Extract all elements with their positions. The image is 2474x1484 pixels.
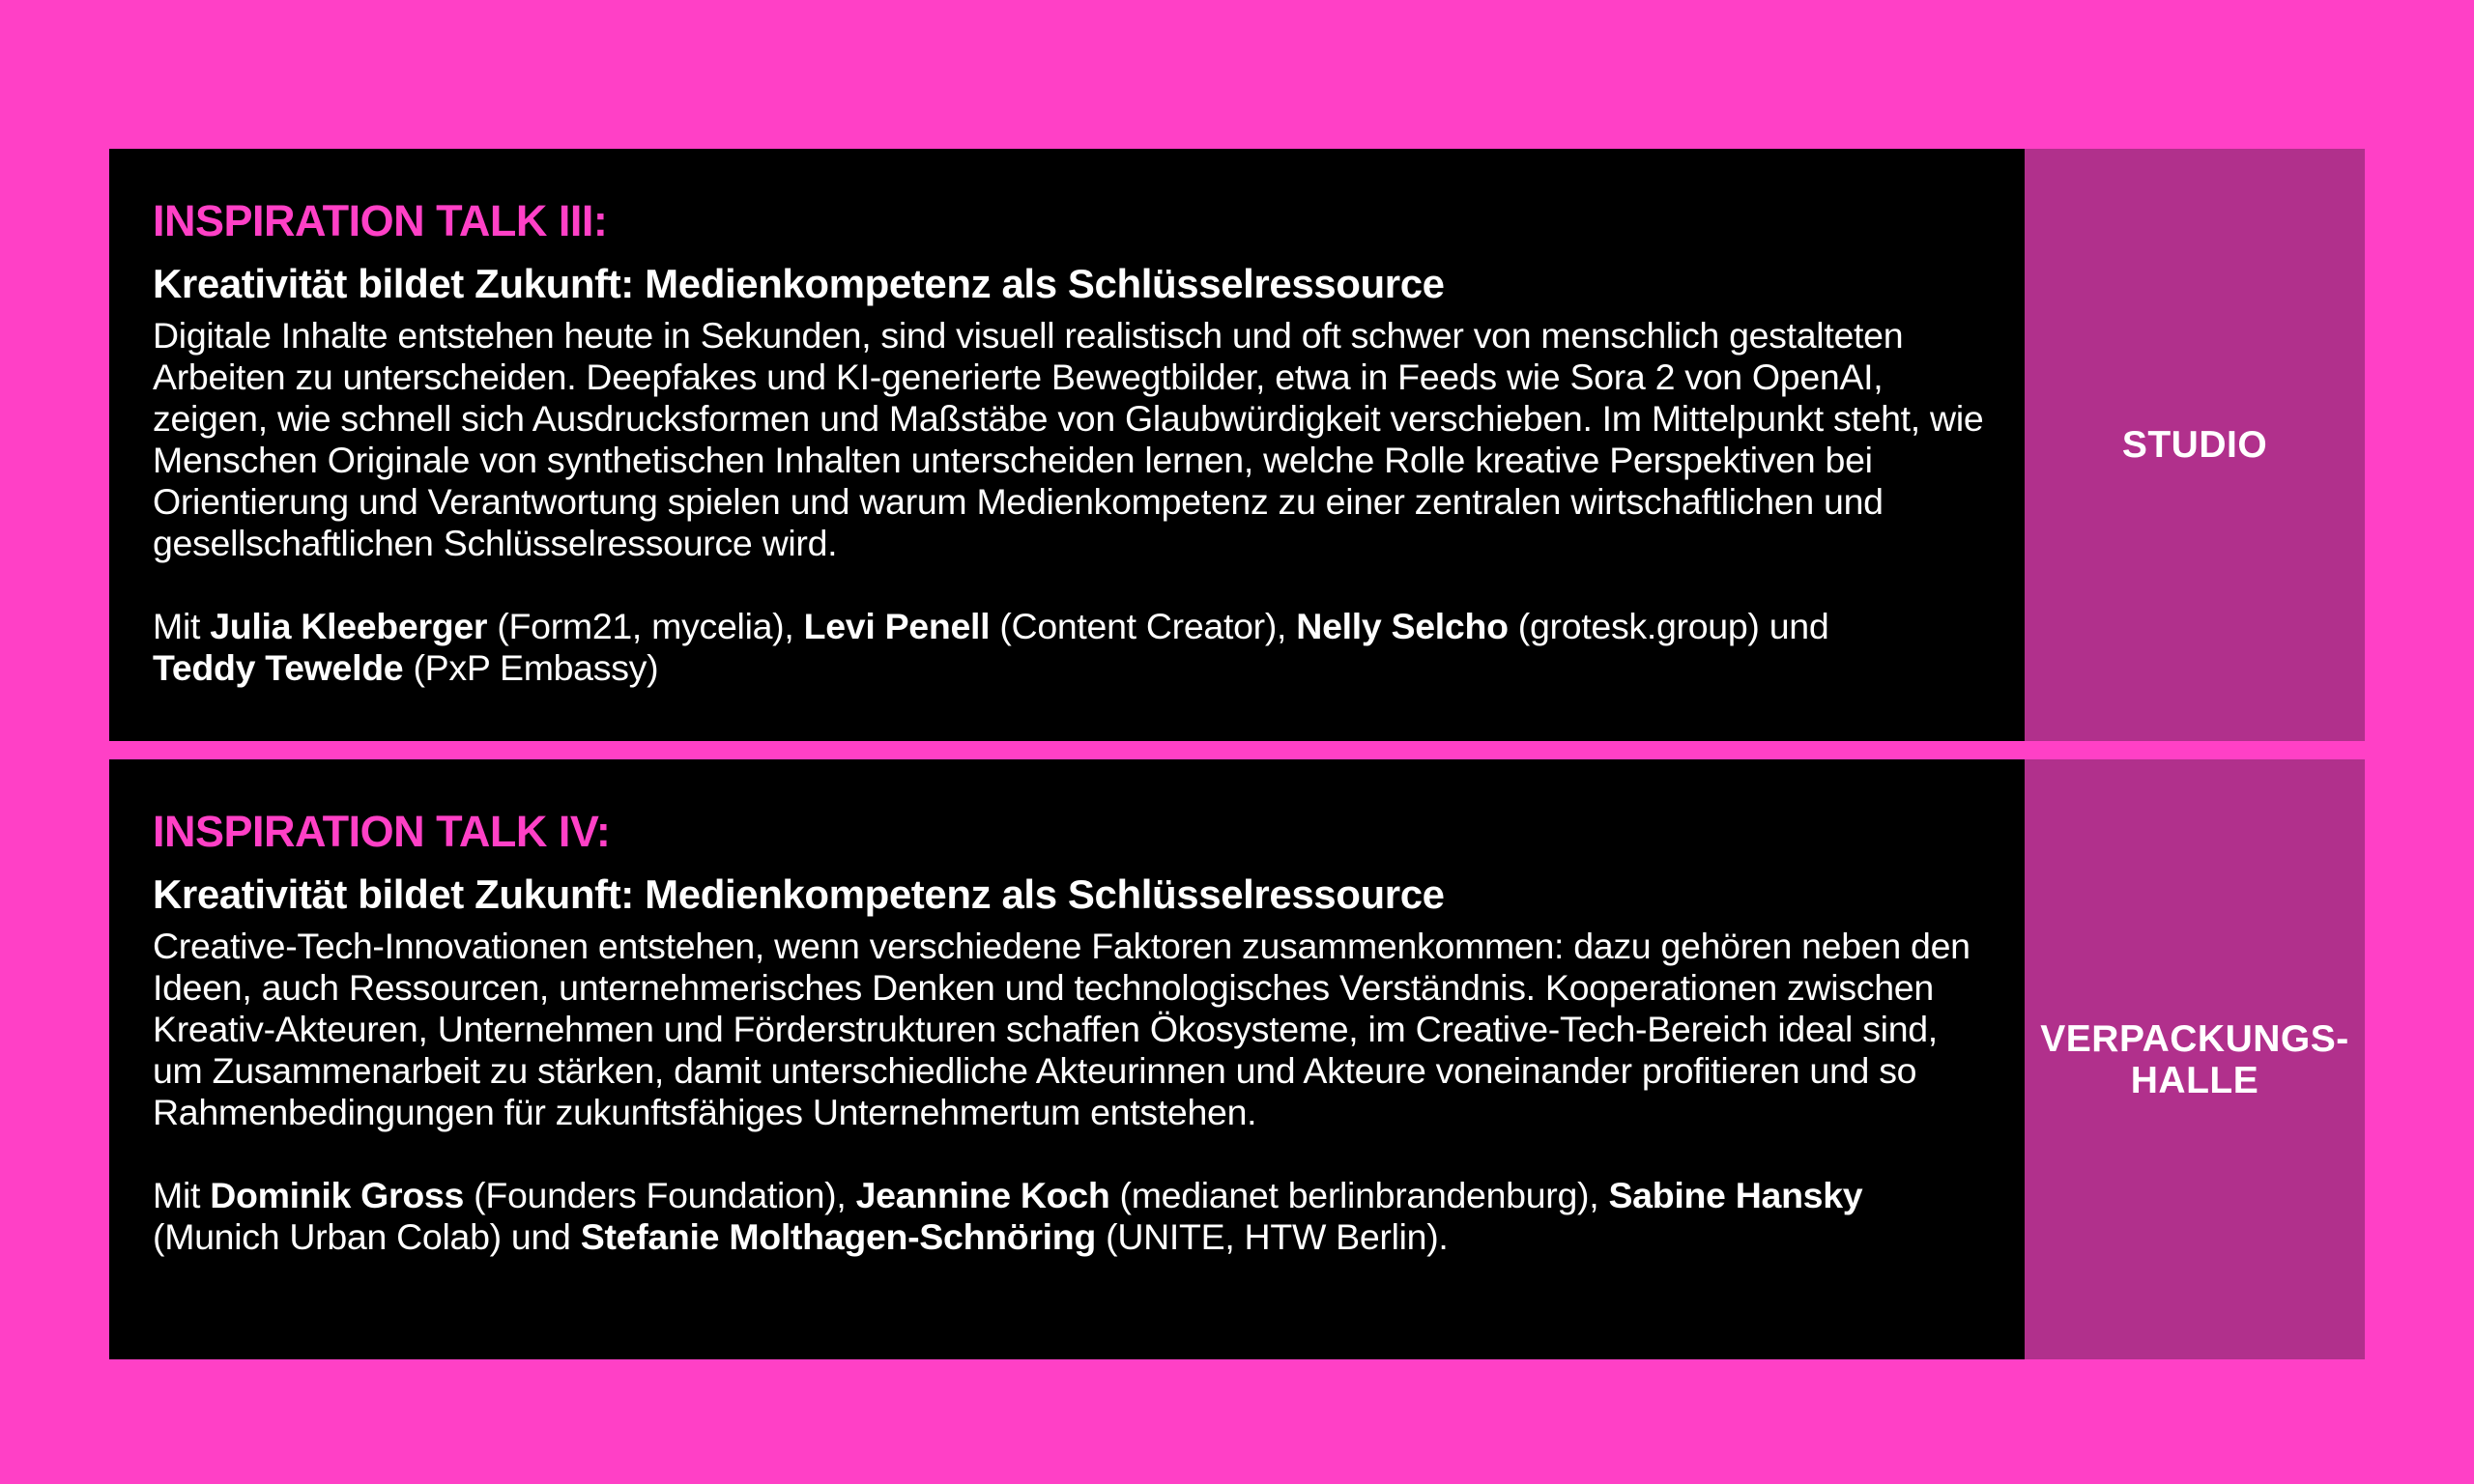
speaker-affiliation: (Founders Foundation), <box>464 1175 856 1215</box>
speaker-affiliation: (Munich Urban Colab) und <box>153 1216 581 1257</box>
speakers-intro: Mit <box>153 1175 211 1215</box>
talk-speakers <box>153 1175 1996 1258</box>
talk-card-iv <box>109 759 2365 1359</box>
room-panel <box>2025 149 2365 741</box>
talk-content <box>109 149 2025 741</box>
speaker-affiliation: (UNITE, HTW Berlin). <box>1096 1216 1449 1257</box>
speaker-name: Stefanie Molthagen-Schnöring <box>580 1216 1097 1257</box>
speaker-name: Teddy Tewelde <box>153 647 404 688</box>
talk-description: Digitale Inhalte entstehen heute in Sekunden, sind visuell realistisch und oft schwer von menschlich gestalteten Arbeiten zu unterscheiden. Deepfakes und KI-generierte Bewegtbilder, etwa in Feeds wie Sora 2 von OpenAI, zeigen, wie schnell sich Ausdrucksformen und Maßstäbe von Glaubwürdigkeit verschieben. Im Mittelpunkt steht, wie Menschen Originale von synthetischen Inhalten unterscheiden lernen, welche Rolle kreative Perspektiven bei Orientierung und Verantwortung spielen und warum Medienkompetenz zu einer zentralen wirtschaftlichen und gesellschaftlichen Schlüsselressource wird. <box>153 315 1984 563</box>
speaker-affiliation: (PxP Embassy) <box>403 647 659 688</box>
talk-description: Creative-Tech-Innovationen entstehen, wenn verschiedene Faktoren zusammenkommen: dazu gehören neben den Ideen, auch Ressourcen, unternehmerisches Denken und technologisches Verständnis. Kooperationen zwischen Kreativ-Akteuren, Unternehmen und Förderstrukturen schaffen Ökosysteme, im Creative-Tech-Bereich ideal sind, um Zusammenarbeit zu stärken, damit unterschiedliche Akteurinnen und Akteure voneinander profitieren und so Rahmenbedingungen für zukunftsfähiges Unternehmertum entstehen. <box>153 926 1971 1132</box>
room-label-line: STUDIO <box>2121 424 2268 466</box>
talk-headline: Kreativität bildet Zukunft: Medienkompetenz als Schlüsselressource <box>153 261 1445 306</box>
speaker-name: Dominik Gross <box>210 1175 465 1215</box>
talk-kicker: INSPIRATION TALK IV: <box>153 807 611 856</box>
speaker-affiliation: (medianet berlinbrandenburg), <box>1109 1175 1609 1215</box>
speakers-intro: Mit <box>153 606 211 646</box>
room-label <box>2122 424 2267 466</box>
talk-card-iii <box>109 149 2365 741</box>
speaker-name: Jeannine Koch <box>855 1175 1110 1215</box>
room-label-line: VERPACKUNGS- <box>2040 1017 2349 1060</box>
speaker-name: Julia Kleeberger <box>210 606 488 646</box>
room-label-line: HALLE <box>2130 1059 2259 1101</box>
room-panel <box>2025 759 2365 1359</box>
speaker-name: Sabine Hansky <box>1608 1175 1863 1215</box>
room-label <box>2040 1018 2348 1101</box>
speaker-affiliation: (grotesk.group) und <box>1508 606 1829 646</box>
speaker-affiliation: (Form21, mycelia), <box>487 606 804 646</box>
talk-speakers <box>153 606 1996 689</box>
talk-kicker: INSPIRATION TALK III: <box>153 196 608 245</box>
speaker-affiliation: (Content Creator), <box>990 606 1297 646</box>
talk-content <box>109 759 2025 1359</box>
talk-headline: Kreativität bildet Zukunft: Medienkompetenz als Schlüsselressource <box>153 871 1445 917</box>
speaker-name: Levi Penell <box>803 606 991 646</box>
speaker-name: Nelly Selcho <box>1296 606 1509 646</box>
